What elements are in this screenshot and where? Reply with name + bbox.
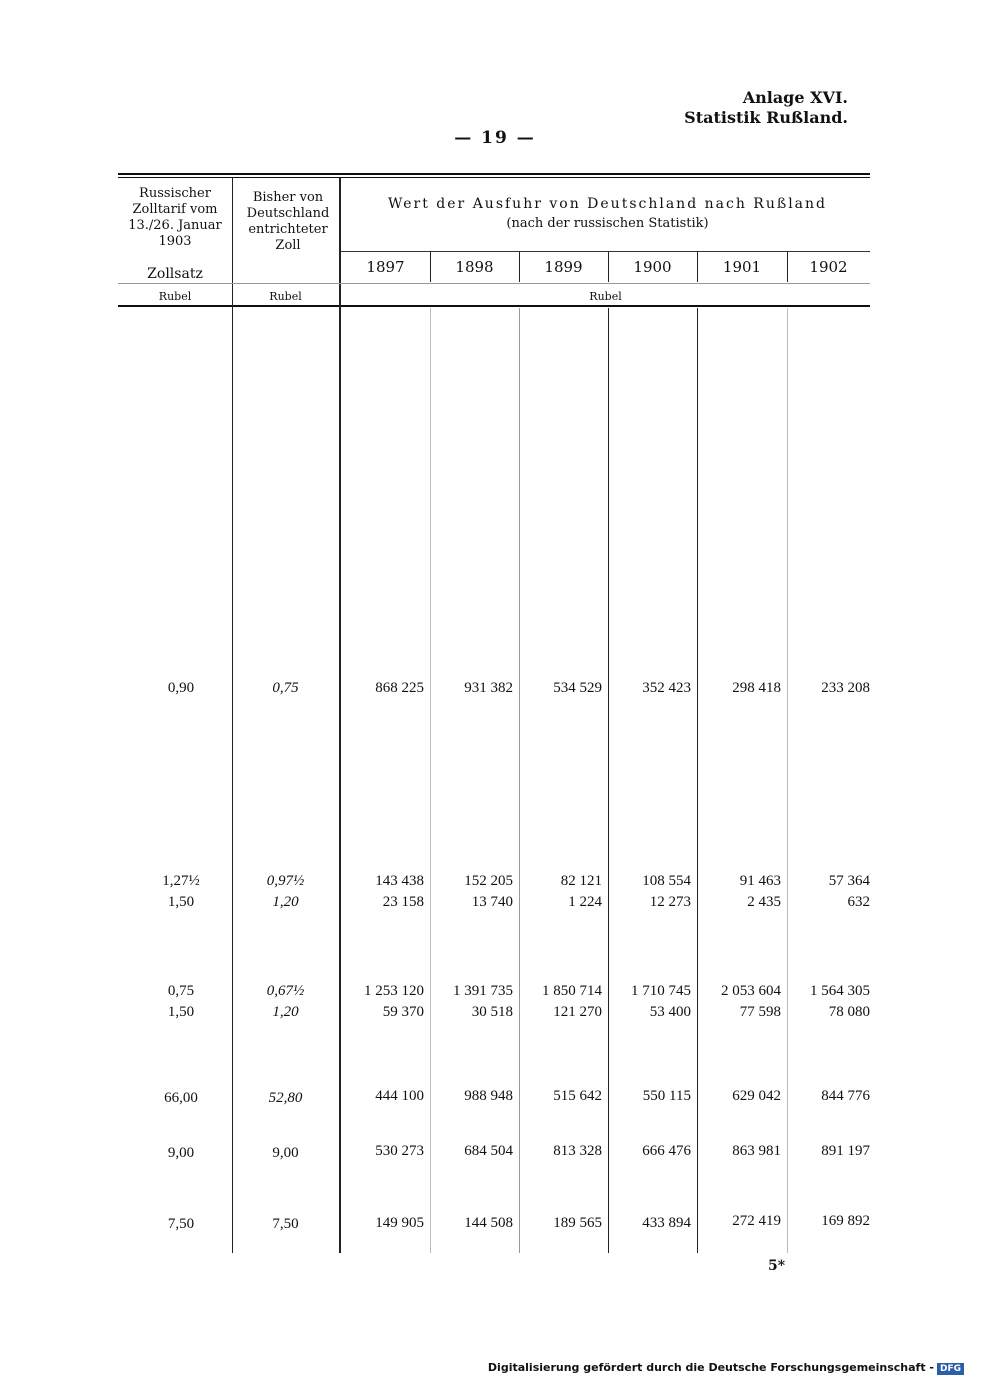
- export-value: 78 080: [828, 1004, 870, 1020]
- export-value: 666 476: [642, 1143, 691, 1159]
- footer-text: Digitalisierung gefördert durch die Deutsche Forschungsgemeinschaft -: [487, 1361, 934, 1374]
- export-value: 1 391 735: [453, 983, 513, 999]
- export-value: 684 504: [464, 1143, 513, 1159]
- export-value: 53 400: [649, 1004, 691, 1020]
- export-value: 91 463: [739, 873, 781, 889]
- export-value: 891 197: [821, 1143, 870, 1159]
- previous-duty-value: 0,75: [272, 680, 299, 696]
- year-row-rule: [118, 283, 870, 284]
- export-value: 143 438: [375, 873, 424, 889]
- col-header-previous-duty: Bisher von Deutschland entrichteter Zoll: [246, 190, 330, 253]
- export-value: 1 850 714: [542, 983, 602, 999]
- table-top-rule-thin: [118, 177, 870, 178]
- export-value: 1 710 745: [631, 983, 691, 999]
- export-value: 57 364: [828, 873, 870, 889]
- annex-subtitle: Statistik Rußland.: [684, 108, 848, 127]
- export-value: 13 740: [471, 894, 513, 910]
- group-header-export: Wert der Ausfuhr von Deutschland nach Rußland: [388, 196, 827, 212]
- col-divider-4: [519, 308, 520, 1253]
- year-header: 1897: [366, 258, 405, 276]
- export-value: 77 598: [739, 1004, 781, 1020]
- export-value: 59 370: [382, 1004, 424, 1020]
- col-divider-3: [430, 308, 431, 1253]
- export-value: 632: [847, 894, 870, 910]
- export-value: 530 273: [375, 1143, 424, 1159]
- unit-label-previous: Rubel: [269, 290, 302, 303]
- year-header: 1901: [722, 258, 762, 276]
- table-top-rule: [118, 173, 870, 175]
- export-value: 108 554: [642, 873, 691, 889]
- col-subheader-zollsatz: Zollsatz: [147, 266, 203, 282]
- export-value: 534 529: [553, 680, 602, 696]
- export-value: 433 894: [642, 1215, 691, 1231]
- export-value: 152 205: [464, 873, 513, 889]
- previous-duty-value: 0,67½: [266, 983, 305, 999]
- export-value: 515 642: [553, 1088, 602, 1104]
- export-value: 23 158: [382, 894, 424, 910]
- unit-label-tariff: Rubel: [158, 290, 192, 303]
- tariff-value: 1,50: [167, 894, 195, 910]
- export-value: 189 565: [553, 1215, 602, 1231]
- export-value: 629 042: [732, 1088, 781, 1104]
- col-header-tariff: Russischer Zolltarif vom 13./26. Januar 1903: [128, 186, 222, 249]
- export-value: 1 564 305: [810, 983, 870, 999]
- export-value: 2 053 604: [721, 983, 781, 999]
- year-header: 1898: [455, 258, 494, 276]
- export-value: 233 208: [821, 680, 870, 696]
- tariff-value: 9,00: [167, 1145, 195, 1161]
- header-bottom-rule: [118, 305, 870, 307]
- page-number: — 19 —: [454, 128, 536, 148]
- tariff-value: 0,75: [167, 983, 195, 999]
- signature-mark: 5*: [768, 1258, 786, 1274]
- group-subheader-source: (nach der russischen Statistik): [506, 216, 709, 231]
- year-header: 1902: [809, 258, 848, 276]
- export-value: 149 905: [375, 1215, 424, 1231]
- previous-duty-value: 7,50: [272, 1216, 299, 1232]
- export-value: 444 100: [375, 1088, 424, 1104]
- group-header-rule: [341, 251, 870, 252]
- col-divider-5: [608, 308, 609, 1253]
- export-value: 988 948: [464, 1088, 513, 1104]
- export-value: 813 328: [553, 1143, 602, 1159]
- previous-duty-value: 0,97½: [266, 873, 305, 889]
- export-value: 82 121: [560, 873, 602, 889]
- unit-label-values: Rubel: [589, 290, 622, 303]
- dfg-logo: DFG: [937, 1363, 964, 1375]
- previous-duty-value: 1,20: [272, 894, 299, 910]
- export-value: 868 225: [375, 680, 424, 696]
- year-header: 1900: [633, 258, 672, 276]
- col-divider-7: [787, 308, 788, 1253]
- tariff-value: 0,90: [167, 680, 195, 696]
- export-value: 272 419: [732, 1213, 781, 1229]
- digitization-footer: [488, 1361, 964, 1375]
- year-header: 1899: [544, 258, 583, 276]
- export-value: 12 273: [649, 894, 691, 910]
- col-divider-6: [697, 308, 698, 1253]
- tariff-value: 66,00: [164, 1090, 198, 1106]
- tariff-value: 1,27½: [162, 873, 200, 889]
- export-value: 298 418: [732, 680, 781, 696]
- export-value: 863 981: [732, 1143, 781, 1159]
- export-value: 1 253 120: [364, 983, 424, 999]
- tariff-value: 7,50: [167, 1216, 195, 1232]
- export-value: 144 508: [464, 1215, 513, 1231]
- export-value: 844 776: [821, 1088, 870, 1104]
- export-value: 30 518: [471, 1004, 513, 1020]
- export-value: 2 435: [747, 894, 781, 910]
- tariff-value: 1,50: [167, 1004, 195, 1020]
- export-value: 121 270: [553, 1004, 602, 1020]
- previous-duty-value: 9,00: [272, 1145, 299, 1161]
- previous-duty-value: 1,20: [272, 1004, 299, 1020]
- export-value: 931 382: [464, 680, 513, 696]
- export-value: 169 892: [821, 1213, 870, 1229]
- export-value: 550 115: [642, 1088, 691, 1104]
- export-value: 1 224: [568, 894, 602, 910]
- previous-duty-value: 52,80: [268, 1090, 303, 1106]
- annex-title: Anlage XVI.: [742, 88, 848, 107]
- export-value: 352 423: [642, 680, 691, 696]
